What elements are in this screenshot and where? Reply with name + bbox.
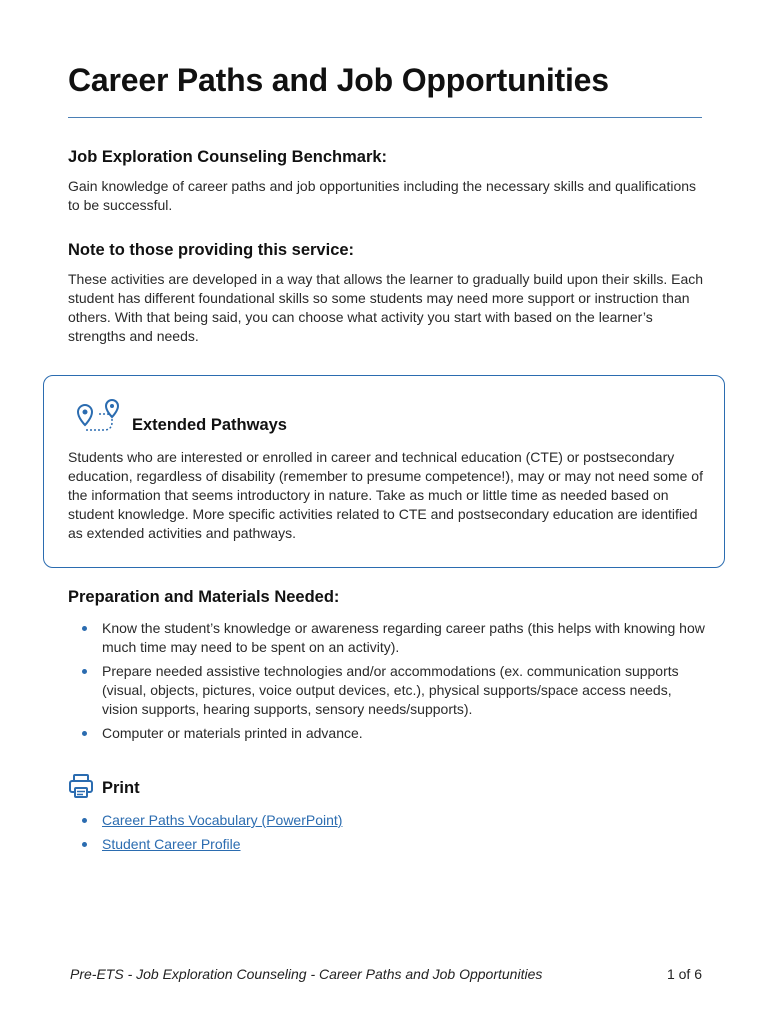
student-career-profile-link[interactable]: Student Career Profile [102,836,241,852]
extended-heading: Extended Pathways [132,416,287,434]
printer-icon [68,773,94,804]
list-item: Know the student’s knowledge or awareness regarding career paths (this helps with knowing how much time may need to be spent on an activity). [68,619,708,657]
footer-title: Pre-ETS - Job Exploration Counseling - Career Paths and Job Opportunities [70,966,543,982]
print-header [68,774,140,802]
preparation-section [68,588,708,748]
list-item [68,811,708,830]
benchmark-text: Gain knowledge of career paths and job opportunities including the necessary skills and qualifications to be successful. [68,178,697,213]
list-item [68,835,708,854]
print-links-section [68,811,708,859]
page-title: Career Paths and Job Opportunities [68,62,609,98]
map-pins-icon [68,398,124,438]
extended-text: Students who are interested or enrolled in career and technical education (CTE) or postsecondary education, regardless of disability (remember to presume competence!), may or may not need some of the information that seems introductory in nature. Take as much or little time as needed based on student knowledge. More specific activities related to CTE and postsecondary education are identified as extended activities and pathways. [68,449,703,541]
list-item: Prepare needed assistive technologies and/or accommodations (ex. communication supports (visual, objects, pictures, voice output devices, etc.), physical supports/space access needs, vision supports, hearing supports, sensory needs/supports). [68,662,708,719]
extended-pathways-callout [43,375,725,568]
print-links-list [68,811,708,854]
preparation-list [68,619,708,743]
page-number: 1 of 6 [666,966,702,982]
career-paths-vocabulary-link[interactable]: Career Paths Vocabulary (PowerPoint) [102,812,343,828]
note-section [68,241,708,346]
note-heading: Note to those providing this service: [68,241,355,259]
print-heading: Print [102,778,140,797]
list-item: Computer or materials printed in advance. [68,724,708,743]
benchmark-heading: Job Exploration Counseling Benchmark: [68,148,388,166]
benchmark-section [68,148,708,215]
preparation-heading: Preparation and Materials Needed: [68,588,340,606]
note-text: These activities are developed in a way that allows the learner to gradually build upon their skills. Each student has different foundational skills so some students may need more support or instruction than others. With that being said, you can choose what activity you start with based on the learner’s strengths and needs. [68,271,704,344]
title-divider [68,117,702,118]
